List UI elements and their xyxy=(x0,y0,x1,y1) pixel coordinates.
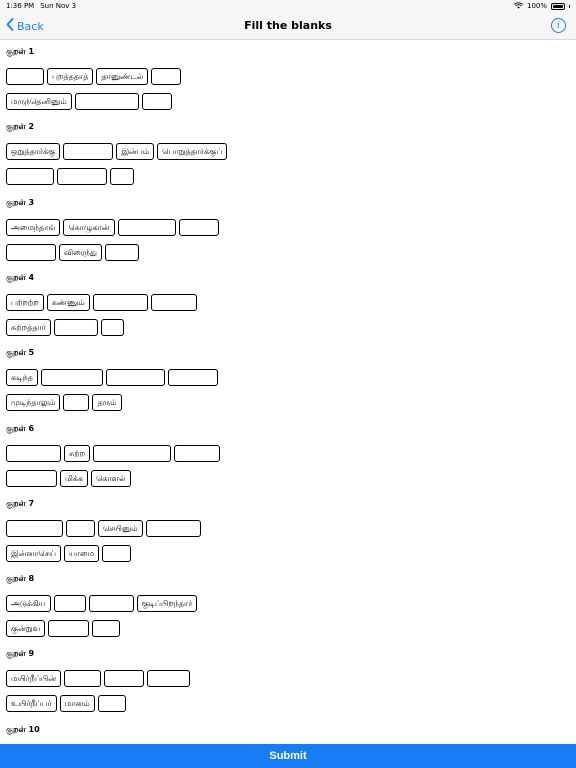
battery-icon xyxy=(551,3,565,10)
word-tile[interactable]: சுற்றத்தார் xyxy=(6,319,51,336)
page-title: Fill the blanks xyxy=(244,19,332,32)
kural-line xyxy=(6,294,197,311)
blank-slot[interactable] xyxy=(92,620,120,637)
blank-slot[interactable] xyxy=(151,68,181,85)
blank-slot[interactable] xyxy=(64,670,101,687)
wifi-icon xyxy=(514,2,523,11)
blank-slot[interactable] xyxy=(146,520,201,537)
word-tile[interactable]: தரும் xyxy=(92,394,121,411)
word-tile[interactable]: இன்பம் xyxy=(116,143,154,160)
kural-line xyxy=(6,219,219,236)
word-tile[interactable]: புறத்ததாத் xyxy=(47,68,93,85)
kural-title: குறள் 8 xyxy=(6,574,35,584)
blank-slot[interactable] xyxy=(63,143,113,160)
word-tile[interactable]: குடிப்பிறந்தார் xyxy=(137,595,198,612)
word-tile[interactable]: விரைந்து xyxy=(59,244,102,261)
kural-line xyxy=(6,68,181,85)
blank-slot[interactable] xyxy=(66,520,95,537)
status-bar xyxy=(0,0,576,12)
blank-slot[interactable] xyxy=(6,168,54,185)
kural-line xyxy=(6,670,190,687)
word-tile[interactable]: கண்ணும் xyxy=(47,294,90,311)
word-tile[interactable]: செயினும் xyxy=(98,520,143,537)
blank-slot[interactable] xyxy=(168,369,218,386)
kural-line xyxy=(6,470,131,487)
blank-slot[interactable] xyxy=(174,445,220,462)
word-tile[interactable]: உயிர்நீப்பர் xyxy=(6,695,57,712)
word-tile[interactable]: கொளல் xyxy=(91,470,130,487)
word-tile[interactable]: ஒறுத்தார்க்கு xyxy=(6,143,60,160)
kural-line xyxy=(6,394,122,411)
blank-slot[interactable] xyxy=(6,244,56,261)
word-tile[interactable]: பற்றற்ற xyxy=(6,294,44,311)
word-tile[interactable]: மானம் xyxy=(60,695,95,712)
word-tile[interactable]: மயிர்நீப்பின் xyxy=(6,670,61,687)
blank-slot[interactable] xyxy=(93,294,148,311)
kural-title: குறள் 3 xyxy=(6,197,35,207)
blank-slot[interactable] xyxy=(6,470,57,487)
kural-title: குறள் 9 xyxy=(6,649,35,659)
word-tile[interactable]: சுற்ற xyxy=(64,445,90,462)
kural-line xyxy=(6,168,134,185)
blank-slot[interactable] xyxy=(142,93,172,110)
kural-line xyxy=(6,319,124,336)
word-tile[interactable]: யாமை xyxy=(64,545,99,562)
word-tile[interactable]: அடுக்கிய xyxy=(6,595,51,612)
blank-slot[interactable] xyxy=(104,670,144,687)
kural-line xyxy=(6,595,197,612)
kural-line xyxy=(6,143,227,160)
chevron-left-icon xyxy=(6,18,14,34)
blank-slot[interactable] xyxy=(179,219,219,236)
status-date: Sun Nov 3 xyxy=(40,2,77,10)
blank-slot[interactable] xyxy=(89,595,134,612)
kural-title: குறள் 6 xyxy=(6,423,35,433)
blank-slot[interactable] xyxy=(151,294,197,311)
blank-slot[interactable] xyxy=(41,369,103,386)
kural-line xyxy=(6,620,120,637)
blank-slot[interactable] xyxy=(105,244,139,261)
kural-title: குறள் 5 xyxy=(6,348,35,358)
status-time: 1:36 PM xyxy=(6,2,35,10)
blank-slot[interactable] xyxy=(98,695,126,712)
kural-title: குறள் 10 xyxy=(6,724,40,734)
blank-slot[interactable] xyxy=(102,545,131,562)
kural-line xyxy=(6,520,201,537)
kural-line xyxy=(6,93,172,110)
kural-line xyxy=(6,244,139,261)
blank-slot[interactable] xyxy=(63,394,89,411)
back-button[interactable] xyxy=(6,17,44,35)
kural-line xyxy=(6,545,131,562)
kural-title: குறள் 7 xyxy=(6,498,35,508)
word-tile[interactable]: கொழுகான் xyxy=(63,219,114,236)
blank-slot[interactable] xyxy=(6,68,44,85)
kural-line xyxy=(6,695,126,712)
word-tile[interactable]: இன்னாசெய் xyxy=(6,545,61,562)
word-tile[interactable]: முடிந்தாலும் xyxy=(6,394,60,411)
blank-slot[interactable] xyxy=(118,219,176,236)
kural-list xyxy=(0,40,576,744)
blank-slot[interactable] xyxy=(57,168,107,185)
blank-slot[interactable] xyxy=(110,168,134,185)
info-icon[interactable]: i xyxy=(551,18,566,33)
blank-slot[interactable] xyxy=(6,520,63,537)
submit-button[interactable]: Submit xyxy=(0,744,576,768)
blank-slot[interactable] xyxy=(101,319,124,336)
word-tile[interactable]: மிக்க xyxy=(60,470,88,487)
word-tile[interactable]: பொறுத்தார்க்குப் xyxy=(157,143,227,160)
kural-title: குறள் 1 xyxy=(6,47,35,56)
blank-slot[interactable] xyxy=(54,595,86,612)
blank-slot[interactable] xyxy=(93,445,171,462)
blank-slot[interactable] xyxy=(75,93,139,110)
word-tile[interactable]: மருந்தெனினும் xyxy=(6,93,72,110)
kural-line xyxy=(6,445,220,462)
blank-slot[interactable] xyxy=(6,445,61,462)
blank-slot[interactable] xyxy=(147,670,190,687)
word-tile[interactable]: தானுண்டல் xyxy=(96,68,148,85)
word-tile[interactable]: அமைந்தாங் xyxy=(6,219,60,236)
navigation-bar xyxy=(0,12,576,40)
blank-slot[interactable] xyxy=(54,319,98,336)
blank-slot[interactable] xyxy=(48,620,89,637)
word-tile[interactable]: குன்றுவ xyxy=(6,620,45,637)
kural-title: குறள் 2 xyxy=(6,122,35,132)
word-tile[interactable]: கடிந்த xyxy=(6,369,38,386)
kural-title: குறள் 4 xyxy=(6,272,35,282)
kural-line xyxy=(6,369,218,386)
blank-slot[interactable] xyxy=(106,369,165,386)
battery-percent: 100% xyxy=(526,2,547,10)
back-label: Back xyxy=(17,19,44,33)
